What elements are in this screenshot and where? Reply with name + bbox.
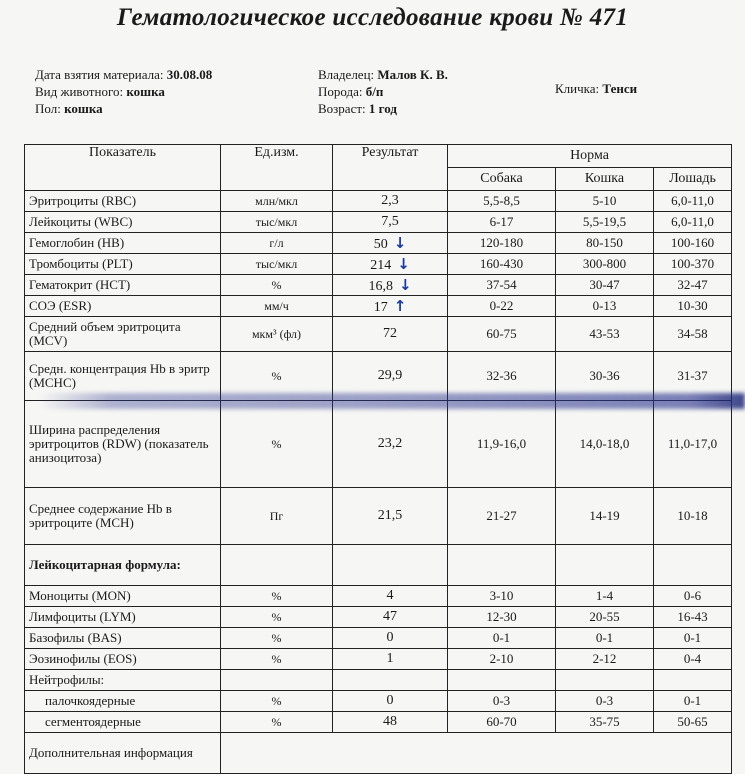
row-name-text: Гемоглобин (HB) <box>29 235 125 250</box>
row-norm-cat <box>556 628 654 649</box>
meta-date: Дата взятия материала: 30.08.08 <box>35 67 213 82</box>
results-body <box>25 191 732 733</box>
row-norm-dog-text: 32-36 <box>486 368 517 383</box>
row-unit <box>221 691 333 712</box>
row-norm-dog-text: 0-22 <box>489 298 514 313</box>
row-norm-dog-text: 2-10 <box>489 651 514 666</box>
row-name-text: Средн. концентрация Hb в эритр (MCHC) <box>29 361 210 390</box>
meta-left <box>35 66 212 117</box>
arrow-down-icon: ↓ <box>398 275 412 294</box>
row-norm-horse <box>654 317 732 352</box>
row-name-text: Ширина распределения эритроцитов (RDW) (показатель анизоцитоза) <box>29 422 209 465</box>
row-name-text: Лейкоцитарная формула: <box>29 557 181 572</box>
row-norm-cat <box>556 607 654 628</box>
row-norm-cat-text: 30-36 <box>589 368 620 383</box>
row-norm-horse <box>654 628 732 649</box>
row-norm-horse-text: 50-65 <box>677 714 708 729</box>
row-name <box>25 670 221 691</box>
table-row <box>25 712 732 733</box>
row-norm-horse-text: 11,0-17,0 <box>667 436 718 451</box>
row-norm-cat-text: 2-12 <box>592 651 617 666</box>
row-result-text: 29,9 <box>377 368 403 383</box>
row-norm-horse-text: 6,0-11,0 <box>671 193 714 208</box>
row-unit <box>221 275 333 296</box>
row-norm-dog-text: 3-10 <box>489 588 514 603</box>
row-unit-text: % <box>271 714 282 729</box>
row-name-text: палочкоядерные <box>45 693 136 708</box>
row-norm-horse <box>654 545 732 586</box>
header-horse: Лошадь <box>654 168 732 191</box>
row-name-text: Лимфоциты (LYM) <box>29 609 136 624</box>
row-norm-cat <box>556 296 654 317</box>
row-norm-dog-text: 5,5-8,5 <box>483 193 520 208</box>
row-norm-horse <box>654 649 732 670</box>
table-row <box>25 649 732 670</box>
header-indicator: Показатель <box>25 145 221 191</box>
row-name <box>25 545 221 586</box>
row-result <box>333 275 448 296</box>
row-unit-text: тыс/мкл <box>255 214 298 229</box>
table-row <box>25 352 732 401</box>
row-unit <box>221 670 333 691</box>
table-row <box>25 296 732 317</box>
extra-info-label: Дополнительная информация <box>25 733 221 774</box>
row-norm-horse-text: 10-30 <box>677 298 708 313</box>
row-norm-cat <box>556 401 654 488</box>
table-row <box>25 212 732 233</box>
arrow-down-icon: ↓ <box>393 233 407 252</box>
row-norm-horse-text: 6,0-11,0 <box>671 214 714 229</box>
header-unit: Ед.изм. <box>221 145 333 191</box>
row-unit-text: г/л <box>269 235 284 250</box>
row-name <box>25 233 221 254</box>
row-norm-dog <box>448 233 556 254</box>
row-result <box>333 607 448 628</box>
row-norm-dog <box>448 212 556 233</box>
row-unit-text: % <box>271 630 282 645</box>
row-name <box>25 254 221 275</box>
table-row <box>25 191 732 212</box>
row-norm-dog <box>448 191 556 212</box>
row-norm-cat <box>556 649 654 670</box>
row-name <box>25 191 221 212</box>
row-unit <box>221 296 333 317</box>
row-norm-dog <box>448 670 556 691</box>
row-norm-horse <box>654 670 732 691</box>
row-norm-cat <box>556 670 654 691</box>
row-unit <box>221 545 333 586</box>
row-norm-dog <box>448 488 556 545</box>
row-norm-horse <box>654 712 732 733</box>
row-name-text: Среднее содержание Hb в эритроците (MCH) <box>29 501 172 530</box>
row-norm-dog-text: 21-27 <box>486 508 517 523</box>
row-name <box>25 649 221 670</box>
row-name-text: Моноциты (MON) <box>29 588 131 603</box>
row-unit-text: % <box>271 436 282 451</box>
row-result-text: 2,3 <box>381 193 399 208</box>
header-result: Результат <box>333 145 448 191</box>
header-row <box>25 145 732 168</box>
row-result <box>333 212 448 233</box>
row-name <box>25 275 221 296</box>
row-result <box>333 296 448 317</box>
meta-nickname: Кличка: Тенси <box>555 81 638 96</box>
row-norm-dog <box>448 586 556 607</box>
row-norm-dog <box>448 545 556 586</box>
row-norm-dog <box>448 275 556 296</box>
table-row <box>25 488 732 545</box>
row-norm-horse <box>654 586 732 607</box>
row-norm-cat-text: 0-3 <box>595 693 614 708</box>
row-result-text: 0 <box>386 630 394 645</box>
row-unit <box>221 233 333 254</box>
row-result-text: 16,8 <box>368 278 393 294</box>
row-unit <box>221 628 333 649</box>
row-result-text: 17 <box>373 299 388 315</box>
row-norm-cat-text: 35-75 <box>589 714 620 729</box>
row-name <box>25 212 221 233</box>
row-unit-text: % <box>271 651 282 666</box>
meta-right <box>555 80 637 97</box>
row-name-text: Гематокрит (HCT) <box>29 277 131 292</box>
row-name-text: СОЭ (ESR) <box>29 298 92 313</box>
row-result <box>333 691 448 712</box>
row-unit <box>221 488 333 545</box>
row-name <box>25 401 221 488</box>
row-name <box>25 586 221 607</box>
row-unit <box>221 254 333 275</box>
table-row <box>25 275 732 296</box>
table-row <box>25 586 732 607</box>
row-norm-cat-text: 0-1 <box>595 630 614 645</box>
row-norm-horse-text: 10-18 <box>677 508 708 523</box>
row-name <box>25 317 221 352</box>
row-result <box>333 401 448 488</box>
row-norm-cat-text: 1-4 <box>595 588 614 603</box>
row-norm-horse-text: 100-160 <box>670 235 715 250</box>
row-norm-horse-text: 0-6 <box>683 588 702 603</box>
meta-age: Возраст: 1 год <box>318 101 397 116</box>
row-unit <box>221 191 333 212</box>
row-result-text: 7,5 <box>381 214 399 229</box>
row-unit-text: % <box>271 277 282 292</box>
row-norm-cat <box>556 254 654 275</box>
document-title: Гематологическое исследование крови № 471 <box>116 4 629 31</box>
row-norm-horse-text: 32-47 <box>677 277 708 292</box>
row-name-text: сегментоядерные <box>45 714 141 729</box>
row-unit-text: мкм³ (фл) <box>251 326 302 341</box>
table-row <box>25 691 732 712</box>
row-norm-dog <box>448 254 556 275</box>
row-norm-cat <box>556 191 654 212</box>
row-norm-horse-text: 16-43 <box>677 609 708 624</box>
row-norm-dog <box>448 352 556 401</box>
row-norm-dog <box>448 691 556 712</box>
row-norm-horse <box>654 352 732 401</box>
row-norm-horse <box>654 275 732 296</box>
header-cat: Кошка <box>556 168 654 191</box>
table-row <box>25 628 732 649</box>
row-norm-cat-text: 14-19 <box>589 508 620 523</box>
row-norm-cat <box>556 712 654 733</box>
row-norm-horse <box>654 607 732 628</box>
row-norm-cat-text: 43-53 <box>589 326 620 341</box>
row-norm-cat <box>556 275 654 296</box>
meta-breed: Порода: б/п <box>318 84 384 99</box>
row-name <box>25 691 221 712</box>
row-norm-horse <box>654 254 732 275</box>
row-name-text: Нейтрофилы: <box>29 672 105 687</box>
row-unit-text: % <box>271 693 282 708</box>
row-result <box>333 670 448 691</box>
row-unit-text: % <box>271 368 282 383</box>
row-norm-cat <box>556 233 654 254</box>
row-name-text: Лейкоциты (WBC) <box>29 214 133 229</box>
row-norm-horse-text: 34-58 <box>677 326 708 341</box>
row-norm-horse <box>654 212 732 233</box>
row-result <box>333 586 448 607</box>
row-name <box>25 628 221 649</box>
header-dog: Собака <box>448 168 556 191</box>
meta-owner: Владелец: Малов К. В. <box>318 67 448 82</box>
row-name <box>25 352 221 401</box>
row-norm-dog-text: 60-75 <box>486 326 517 341</box>
results-table <box>24 144 732 774</box>
row-norm-cat-text: 0-13 <box>592 298 617 313</box>
row-unit <box>221 212 333 233</box>
row-unit <box>221 712 333 733</box>
row-norm-dog-text: 12-30 <box>486 609 517 624</box>
row-unit-text: % <box>271 609 282 624</box>
row-norm-cat-text: 5,5-19,5 <box>582 214 627 229</box>
row-norm-cat <box>556 586 654 607</box>
row-unit-text: млн/мкл <box>255 193 298 208</box>
row-unit <box>221 401 333 488</box>
header-norm: Норма <box>448 145 732 168</box>
arrow-up-icon: ↑ <box>393 296 407 315</box>
row-norm-dog-text: 11,9-16,0 <box>476 436 527 451</box>
row-norm-dog-text: 120-180 <box>479 235 524 250</box>
extra-info-value <box>221 733 732 774</box>
row-name-text: Базофилы (BAS) <box>29 630 122 645</box>
row-norm-cat <box>556 488 654 545</box>
row-norm-horse <box>654 296 732 317</box>
table-row <box>25 317 732 352</box>
row-norm-horse-text: 100-370 <box>670 256 715 271</box>
table-row <box>25 545 732 586</box>
meta-species: Вид животного: кошка <box>35 84 165 99</box>
row-name-text: Эритроциты (RBC) <box>29 193 137 208</box>
table-row <box>25 670 732 691</box>
row-norm-dog-text: 60-70 <box>486 714 517 729</box>
row-result <box>333 628 448 649</box>
row-norm-horse-text: 0-4 <box>683 651 702 666</box>
row-name-text: Средний объем эритроцита (MCV) <box>29 319 181 348</box>
row-norm-cat <box>556 545 654 586</box>
row-result-text: 21,5 <box>377 508 403 523</box>
row-name <box>25 607 221 628</box>
row-unit <box>221 607 333 628</box>
row-norm-cat <box>556 352 654 401</box>
row-result <box>333 254 448 275</box>
row-norm-horse <box>654 191 732 212</box>
table-row <box>25 233 732 254</box>
row-norm-dog <box>448 401 556 488</box>
row-result <box>333 649 448 670</box>
row-result <box>333 191 448 212</box>
row-unit-text: мм/ч <box>264 298 289 313</box>
row-name <box>25 296 221 317</box>
row-norm-dog-text: 0-1 <box>492 630 511 645</box>
row-result-text: 1 <box>386 651 394 666</box>
row-result <box>333 545 448 586</box>
row-result-text: 0 <box>386 693 394 708</box>
row-result-text: 72 <box>383 326 397 341</box>
row-norm-cat <box>556 691 654 712</box>
row-norm-cat-text: 14,0-18,0 <box>579 436 630 451</box>
row-norm-dog <box>448 649 556 670</box>
row-norm-cat-text: 5-10 <box>592 193 617 208</box>
table-row <box>25 254 732 275</box>
row-result <box>333 233 448 254</box>
row-norm-dog <box>448 712 556 733</box>
row-result <box>333 712 448 733</box>
row-norm-horse <box>654 691 732 712</box>
row-unit-text: Пг <box>269 508 284 523</box>
row-result-text: 47 <box>383 609 397 624</box>
row-unit-text: тыс/мкл <box>255 256 298 271</box>
row-name <box>25 488 221 545</box>
row-norm-horse <box>654 233 732 254</box>
row-result <box>333 317 448 352</box>
row-norm-dog-text: 0-3 <box>492 693 511 708</box>
row-norm-dog-text: 37-54 <box>486 277 517 292</box>
row-norm-horse <box>654 401 732 488</box>
row-unit <box>221 352 333 401</box>
row-norm-dog-text: 160-430 <box>479 256 524 271</box>
row-norm-horse-text: 31-37 <box>677 368 708 383</box>
row-result-text: 50 <box>373 236 388 252</box>
row-result <box>333 352 448 401</box>
row-norm-dog <box>448 607 556 628</box>
row-norm-dog <box>448 317 556 352</box>
row-result-text: 214 <box>370 257 392 273</box>
row-name-text: Эозинофилы (EOS) <box>29 651 137 666</box>
table-row <box>25 401 732 488</box>
row-norm-horse <box>654 488 732 545</box>
row-result <box>333 488 448 545</box>
row-unit-text: % <box>271 588 282 603</box>
row-name-text: Тромбоциты (PLT) <box>29 256 133 271</box>
row-result-text: 48 <box>383 714 397 729</box>
extra-info-row <box>25 733 732 774</box>
row-norm-horse-text: 0-1 <box>683 630 702 645</box>
row-unit <box>221 317 333 352</box>
row-norm-horse-text: 0-1 <box>683 693 702 708</box>
row-norm-cat-text: 20-55 <box>589 609 620 624</box>
row-norm-dog-text: 6-17 <box>489 214 514 229</box>
row-unit <box>221 649 333 670</box>
row-result-text: 23,2 <box>377 436 403 451</box>
row-norm-cat-text: 80-150 <box>586 235 623 250</box>
row-norm-cat-text: 30-47 <box>589 277 620 292</box>
row-unit <box>221 586 333 607</box>
row-norm-cat <box>556 317 654 352</box>
row-norm-cat-text: 300-800 <box>582 256 627 271</box>
meta-sex: Пол: кошка <box>35 101 103 116</box>
row-norm-dog <box>448 628 556 649</box>
row-norm-dog <box>448 296 556 317</box>
row-name <box>25 712 221 733</box>
arrow-down-icon: ↓ <box>397 254 410 273</box>
meta-middle <box>318 66 448 117</box>
table-row <box>25 607 732 628</box>
row-result-text: 4 <box>386 588 394 603</box>
row-norm-cat <box>556 212 654 233</box>
